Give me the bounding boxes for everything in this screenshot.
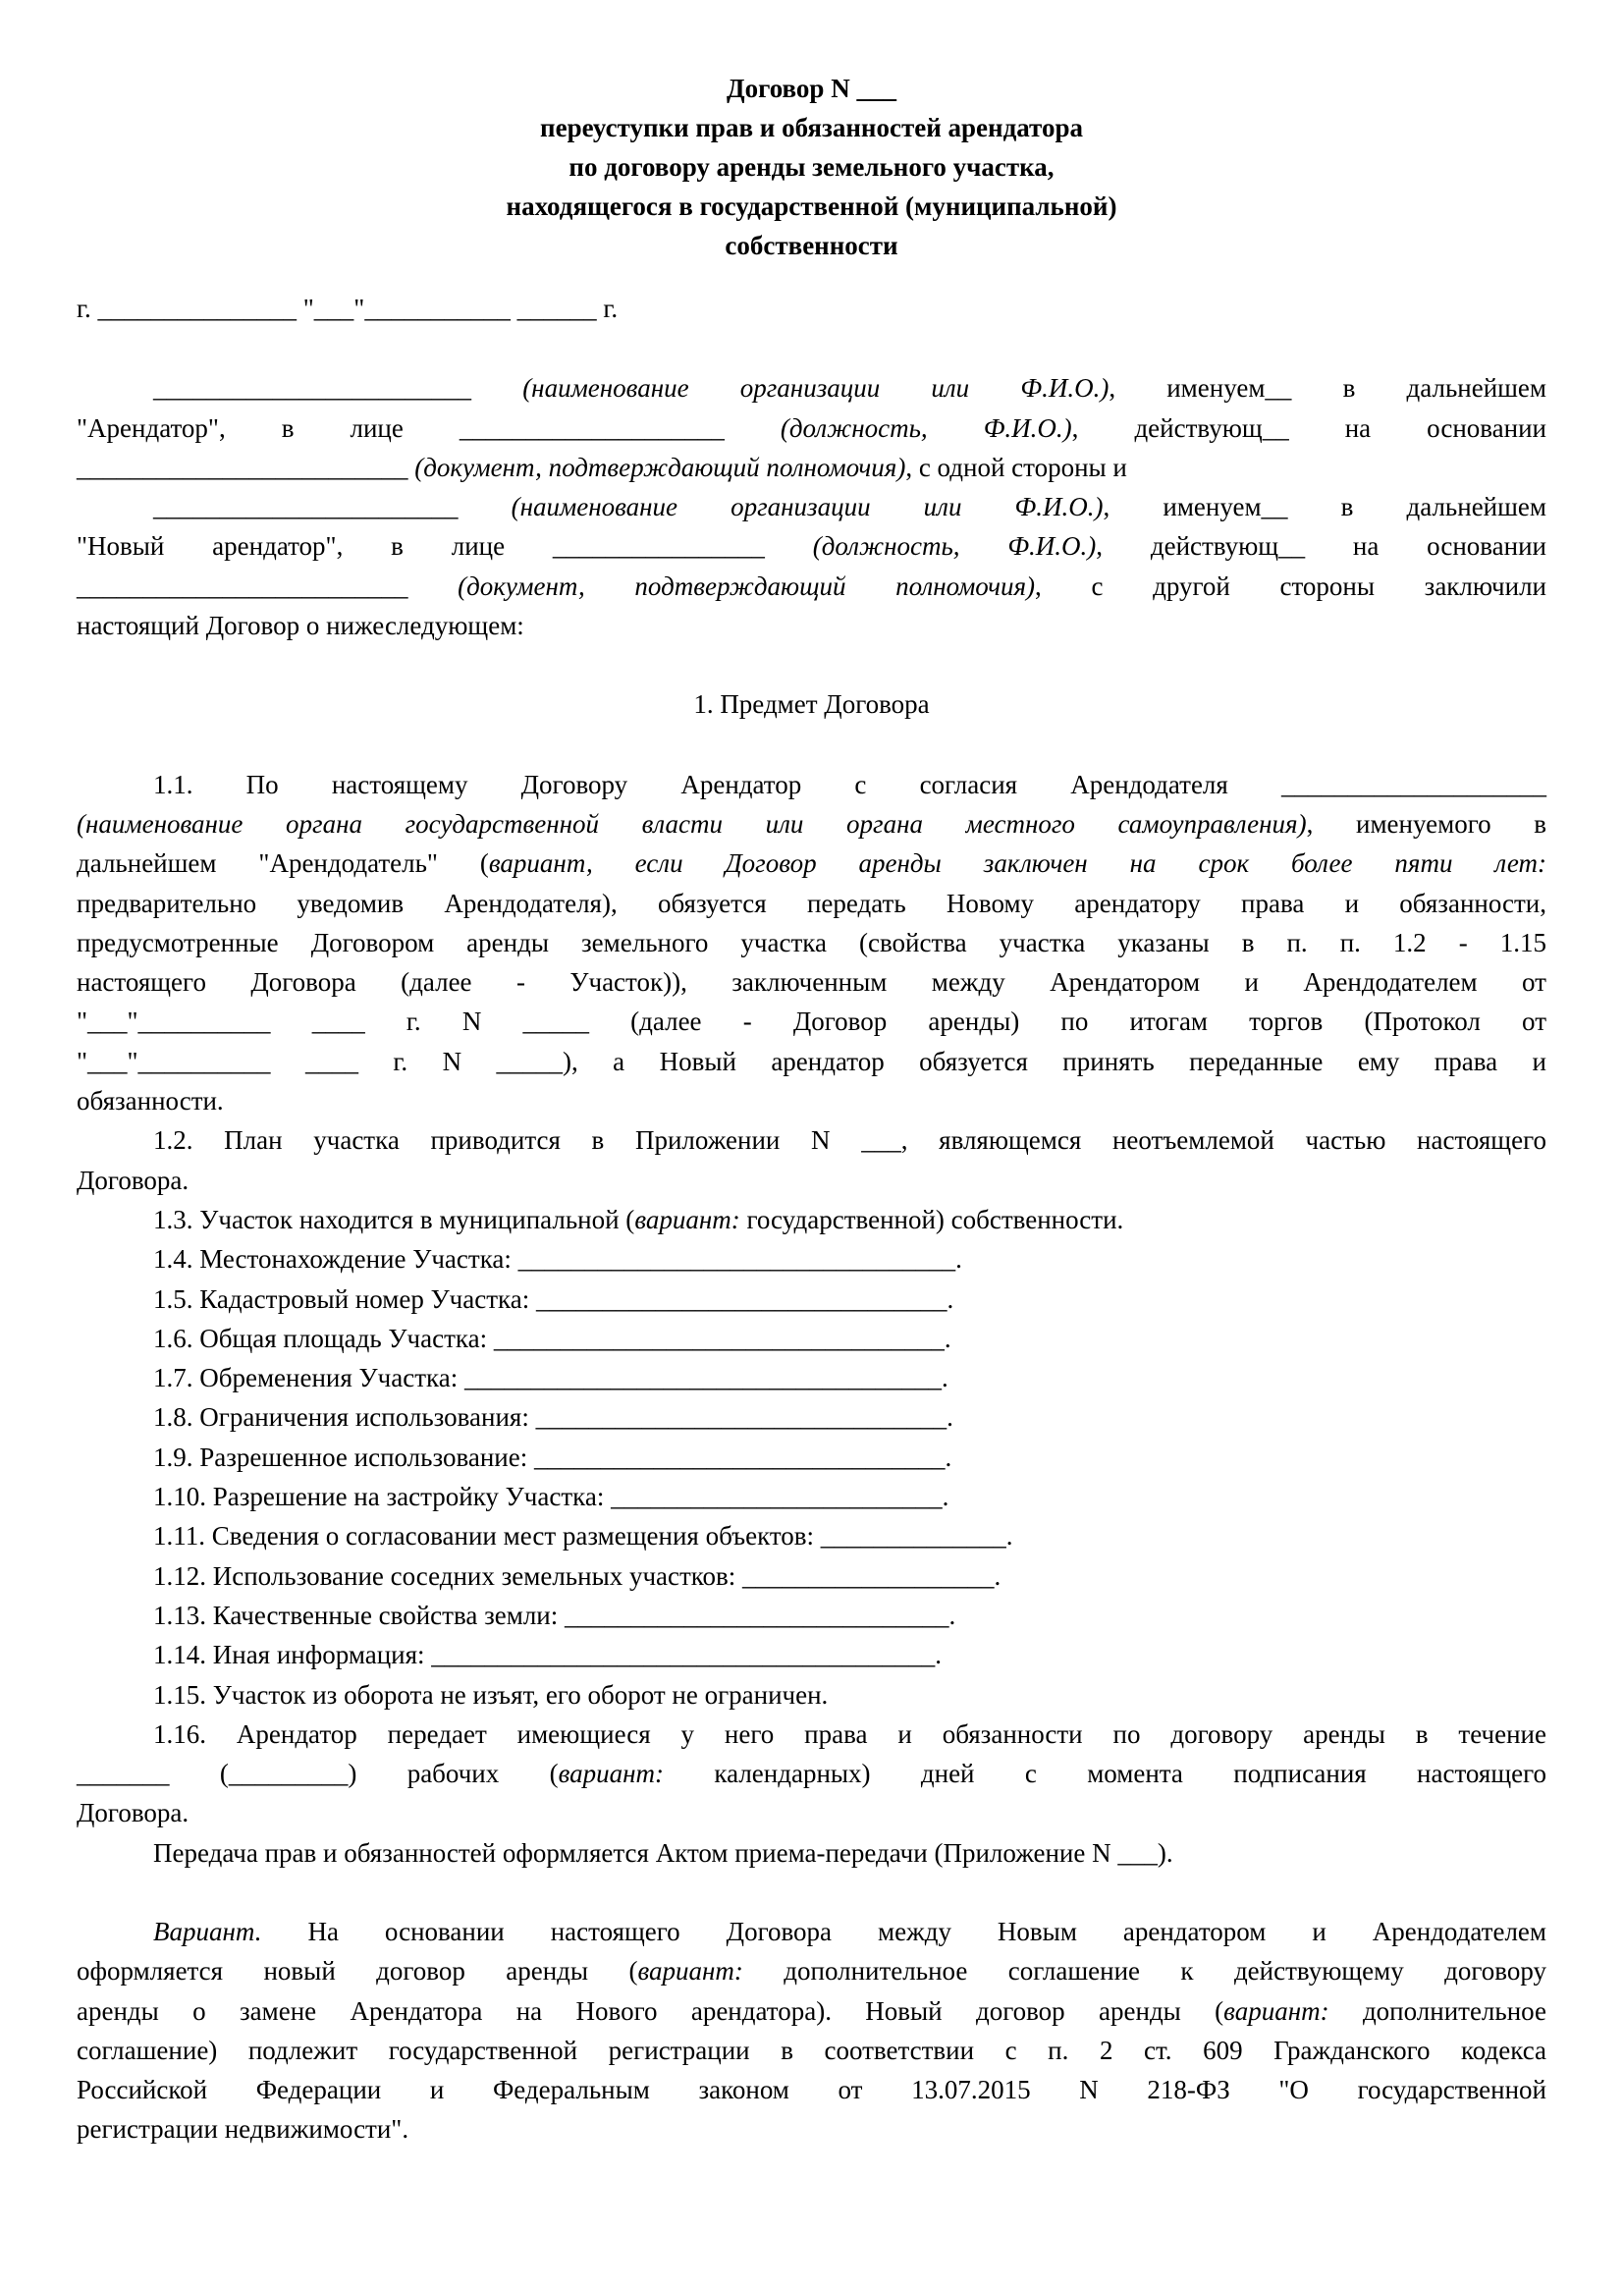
line-text: На основании настоящего Договора между Новым арендатором и Арендодателем — [261, 1916, 1546, 1946]
clause-1-12: 1.12. Использование соседних земельных участков: ___________________. — [153, 1560, 1001, 1591]
text-line — [77, 1912, 1546, 1951]
line-text: "___"__________ ____ г. N _____ (далее - Договор аренды) по итогам торгов (Протокол от — [77, 1007, 1546, 1037]
text-line — [77, 2070, 1546, 2109]
line-text: календарных) дней с момента подписания настоящего — [664, 1759, 1546, 1789]
line-text: настоящий Договор о нижеследующем: — [77, 611, 524, 641]
title-line-2: переуступки прав и обязанностей арендатора — [540, 113, 1083, 142]
italic-note: (должность, Ф.И.О.) — [780, 412, 1072, 443]
clause-1-3-text-end: государственной) собственности. — [739, 1204, 1124, 1234]
line-text: предварительно уведомив Арендодателя), обязуется передать Новому арендатору права и обязанности, — [77, 888, 1546, 918]
line-text: "Новый арендатор", в лице ________________ — [77, 531, 813, 562]
line-text: , именуем__ в дальнейшем — [1109, 373, 1547, 404]
transfer-act-paragraph: Передача прав и обязанностей оформляется Актом приема-передачи (Приложение N ___). — [153, 1837, 1173, 1868]
title-line-1: Договор N ___ — [727, 74, 896, 103]
clause-1-2 — [77, 1120, 1546, 1200]
line-text: 1.2. План участка приводится в Приложении N ___, являющемся неотъемлемой частью настоящего — [153, 1125, 1546, 1156]
italic-note: вариант: — [558, 1759, 665, 1789]
clause-1-16 — [77, 1715, 1546, 1833]
text-line — [77, 606, 1546, 645]
line-text: настоящего Договора (далее - Участок)), заключенным между Арендатором и Арендодателем от — [77, 967, 1546, 998]
text-line — [77, 2109, 1546, 2149]
line-text: , с одной стороны и — [905, 452, 1127, 482]
line-text: "Арендатор", в лице ____________________ — [77, 412, 781, 443]
title-line-4: находящегося в государственной (муниципальной) — [506, 191, 1117, 221]
clause-1-3 — [77, 1200, 1546, 1239]
variant-label: вариант: — [634, 1204, 740, 1234]
line-text: _________________________ — [77, 571, 459, 601]
spacer — [77, 1873, 1546, 1912]
variant-paragraph — [77, 1912, 1546, 2150]
clause-1-15: 1.15. Участок из оборота не изъят, его оборот не ограничен. — [153, 1679, 829, 1710]
line-text: обязанности. — [77, 1086, 224, 1116]
title-line-5: собственности — [725, 231, 898, 260]
clause-1-1 — [77, 765, 1546, 1121]
parties-paragraph — [77, 368, 1546, 645]
text-line — [77, 844, 1546, 883]
line-text: _______ (_________) рабочих ( — [77, 1759, 559, 1789]
text-line — [77, 962, 1546, 1002]
document-title — [77, 69, 1546, 265]
clause-1-3-text: 1.3. Участок находится в муниципальной ( — [153, 1204, 635, 1234]
clause-1-6: 1.6. Общая площадь Участка: __________________________________. — [153, 1323, 951, 1353]
line-text: _________________________ — [77, 452, 415, 482]
text-line — [77, 526, 1546, 566]
italic-note: (документ, подтверждающий полномочия) — [458, 571, 1036, 601]
line-text: , действующ__ на основании — [1071, 412, 1547, 443]
section-heading-subject: 1. Предмет Договора — [693, 689, 930, 720]
line-text: дальнейшем "Арендодатель" ( — [77, 848, 489, 879]
place-date-line: г. _______________ "___"___________ ______ г. — [77, 294, 619, 323]
line-text: оформляется новый договор аренды ( — [77, 1956, 638, 1987]
line-text: , именуемого в — [1306, 808, 1546, 839]
italic-note: (документ, подтверждающий полномочия) — [414, 452, 906, 482]
line-text: Российской Федерации и Федеральным законом от 13.07.2015 N 218-ФЗ "О государственной — [77, 2075, 1546, 2105]
line-text: ________________________ — [153, 373, 523, 404]
italic-note: Вариант. — [153, 1916, 262, 1946]
italic-note: вариант: — [1223, 1995, 1329, 2026]
clause-1-9: 1.9. Разрешенное использование: _______________________________. — [153, 1442, 952, 1472]
italic-note: вариант: — [637, 1956, 743, 1987]
title-line-3: по договору аренды земельного участка, — [568, 152, 1055, 182]
document-page — [77, 69, 1546, 2150]
line-text: Договора. — [77, 1798, 189, 1828]
line-text: 1.1. По настоящему Договору Арендатор с согласия Арендодателя ____________________ — [153, 769, 1546, 799]
text-line — [77, 804, 1546, 844]
text-line — [77, 448, 1546, 487]
text-line — [77, 567, 1546, 606]
text-line — [77, 408, 1546, 448]
text-line — [77, 765, 1546, 804]
clause-1-11: 1.11. Сведения о согласовании мест размещения объектов: ______________. — [153, 1521, 1013, 1552]
text-line — [77, 1951, 1546, 1990]
italic-note: (наименование органа государственной власти или органа местного самоуправления) — [77, 808, 1307, 839]
clause-1-14: 1.14. Иная информация: ______________________________________. — [153, 1640, 943, 1670]
text-line — [77, 1120, 1546, 1160]
text-line — [77, 1793, 1546, 1832]
clause-1-13: 1.13. Качественные свойства земли: _____________________________. — [153, 1600, 956, 1630]
clause-1-10: 1.10. Разрешение на застройку Участка: _________________________. — [153, 1482, 949, 1512]
text-line — [77, 1991, 1546, 2031]
text-line — [77, 1161, 1546, 1200]
italic-note: (наименование организации или Ф.И.О.) — [522, 373, 1110, 404]
text-line — [77, 1754, 1546, 1793]
line-text: Договора. — [77, 1165, 189, 1195]
line-text: предусмотренные Договором аренды земельного участка (свойства участка указаны в п. п. 1.2 - 1.15 — [77, 927, 1546, 957]
line-text: регистрации недвижимости". — [77, 2114, 409, 2145]
clause-1-8: 1.8. Ограничения использования: _______________________________. — [153, 1402, 953, 1433]
text-line — [77, 1042, 1546, 1081]
line-text: , с другой стороны заключили — [1035, 571, 1546, 601]
text-line — [77, 1081, 1546, 1120]
text-line — [77, 1715, 1546, 1754]
clause-1-4: 1.4. Местонахождение Участка: _________________________________. — [153, 1244, 962, 1275]
clause-1-5: 1.5. Кадастровый номер Участка: _______________________________. — [153, 1283, 954, 1314]
line-text: дополнительное — [1328, 1995, 1546, 2026]
line-text: 1.16. Арендатор передает имеющиеся у него права и обязанности по договору аренды в течение — [153, 1718, 1546, 1749]
text-line — [77, 487, 1546, 526]
clause-1-7: 1.7. Обременения Участка: ____________________________________. — [153, 1363, 948, 1393]
text-line — [77, 923, 1546, 962]
text-line — [77, 368, 1546, 408]
property-items-list — [77, 1239, 1546, 1715]
text-line — [77, 1002, 1546, 1041]
text-line — [77, 884, 1546, 923]
line-text: соглашение) подлежит государственной регистрации в соответствии с п. 2 ст. 609 Гражданского кодекса — [77, 2035, 1546, 2065]
line-text: аренды о замене Арендатора на Нового арендатора). Новый договор аренды ( — [77, 1995, 1224, 2026]
line-text: "___"__________ ____ г. N _____), а Новый арендатор обязуется принять переданные ему права и — [77, 1046, 1546, 1076]
line-text: _______________________ — [153, 492, 512, 522]
italic-note: вариант, если Договор аренды заключен на срок более пяти лет: — [488, 848, 1546, 879]
italic-note: (наименование организации или Ф.И.О.) — [511, 492, 1104, 522]
text-line — [77, 2031, 1546, 2070]
line-text: , именуем__ в дальнейшем — [1103, 492, 1546, 522]
line-text: дополнительное соглашение к действующему договору — [742, 1956, 1546, 1987]
line-text: , действующ__ на основании — [1096, 531, 1546, 562]
italic-note: (должность, Ф.И.О.) — [812, 531, 1097, 562]
